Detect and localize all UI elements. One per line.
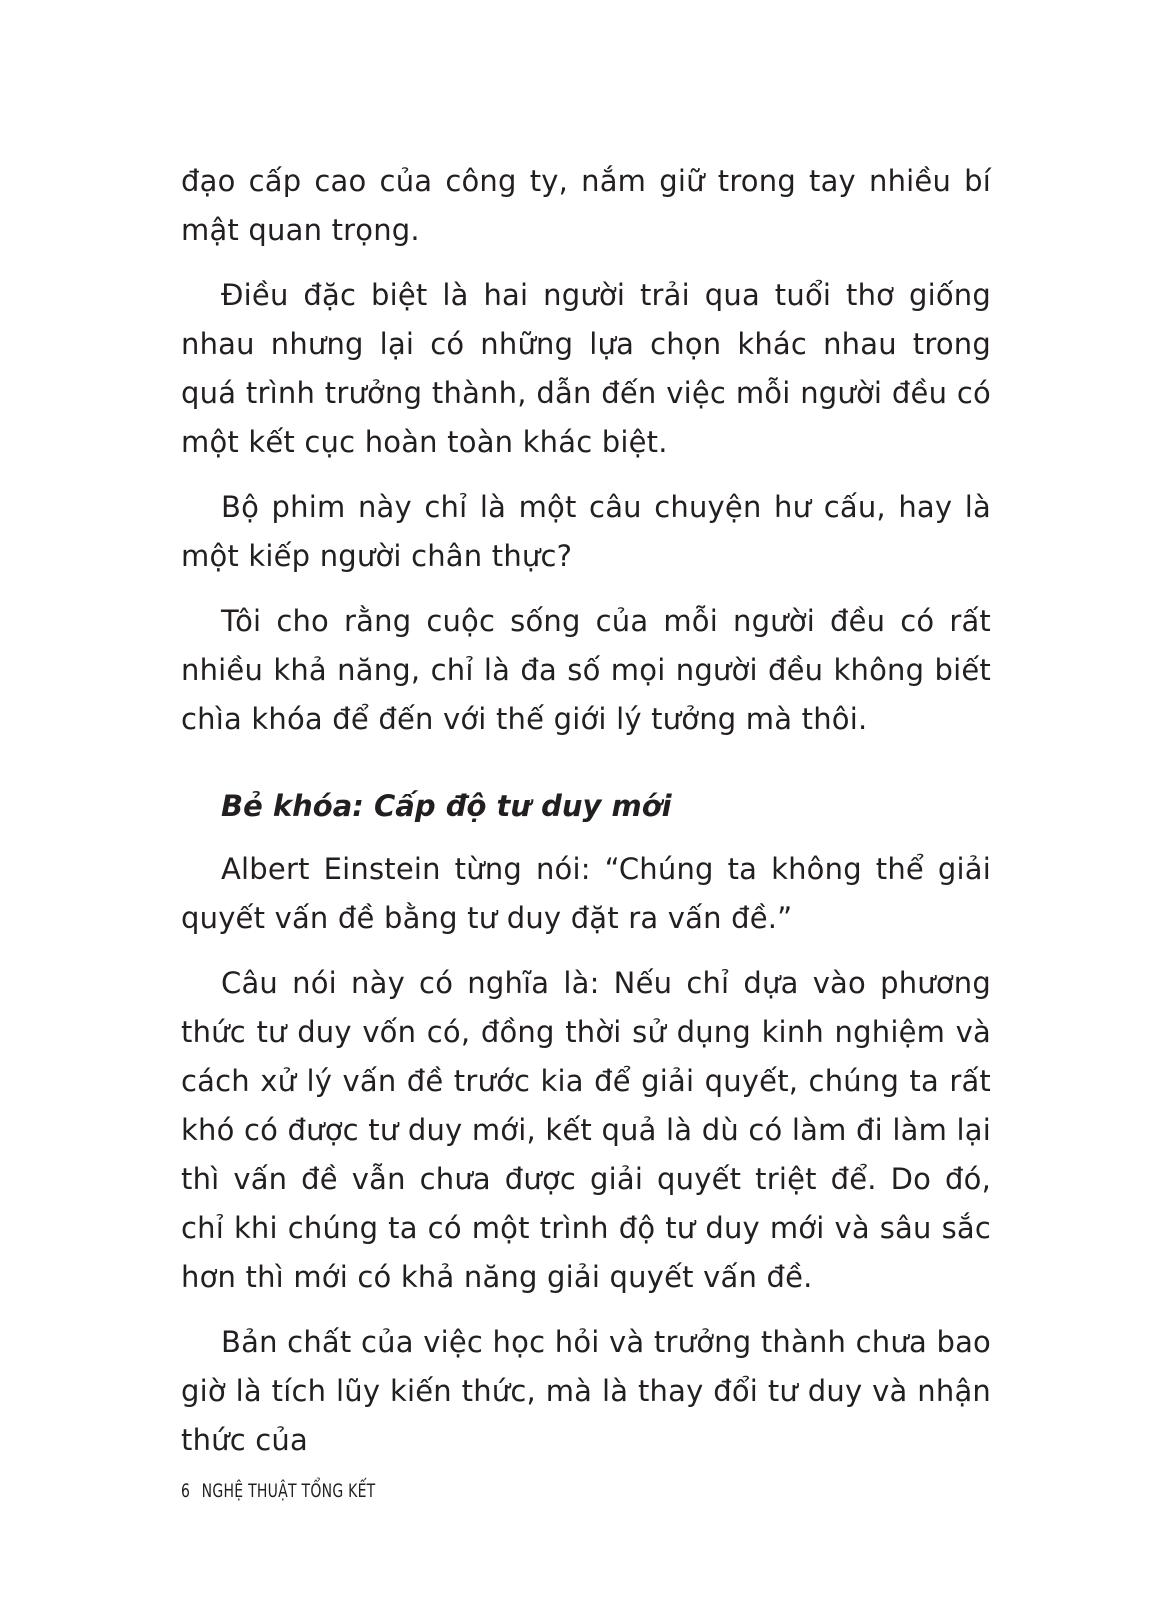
page-footer [181,1480,375,1502]
paragraph-2: Điều đặc biệt là hai người trải qua tuổi thơ giống nhau nhưng lại có những lựa chọn khác nhau trong quá trình trưởng thành, dẫn đến việc mỗi người đều có một kết cục hoàn toàn khác biệt. [181,278,991,459]
paragraph-4: Tôi cho rằng cuộc sống của mỗi người đều có rất nhiều khả năng, chỉ là đa số mọi người đều không biết chìa khóa để đến với thế giới lý tưởng mà thôi. [181,604,991,736]
section-paragraph-2: Câu nói này có nghĩa là: Nếu chỉ dựa vào phương thức tư duy vốn có, đồng thời sử dụng kinh nghiệm và cách xử lý vấn đề trước kia để giải quyết, chúng ta rất khó có được tư duy mới, kết quả là dù có làm đi làm lại thì vấn đề vẫn chưa được giải quyết triệt để. Do đó, chỉ khi chúng ta có một trình độ tư duy mới và sâu sắc hơn thì mới có khả năng giải quyết vấn đề. [181,966,991,1294]
lower-text-block [181,845,991,1465]
paragraph-3: Bộ phim này chỉ là một câu chuyện hư cấu, hay là một kiếp người chân thực? [181,490,991,573]
running-title: NGHỆ THUẬT TỔNG KẾT [201,1480,376,1502]
paragraph-1: đạo cấp cao của công ty, nắm giữ trong tay nhiều bí mật quan trọng. [181,164,991,247]
page-number: 6 [181,1480,191,1502]
upper-text-block [181,157,991,744]
section-paragraph-1: Albert Einstein từng nói: “Chúng ta không thể giải quyết vấn đề bằng tư duy đặt ra vấn đề.” [181,852,991,935]
section-paragraph-3: Bản chất của việc học hỏi và trưởng thành chưa bao giờ là tích lũy kiến thức, mà là thay đổi tư duy và nhận thức của [181,1325,991,1457]
section-heading: Bẻ khóa: Cấp độ tư duy mới [221,789,672,823]
